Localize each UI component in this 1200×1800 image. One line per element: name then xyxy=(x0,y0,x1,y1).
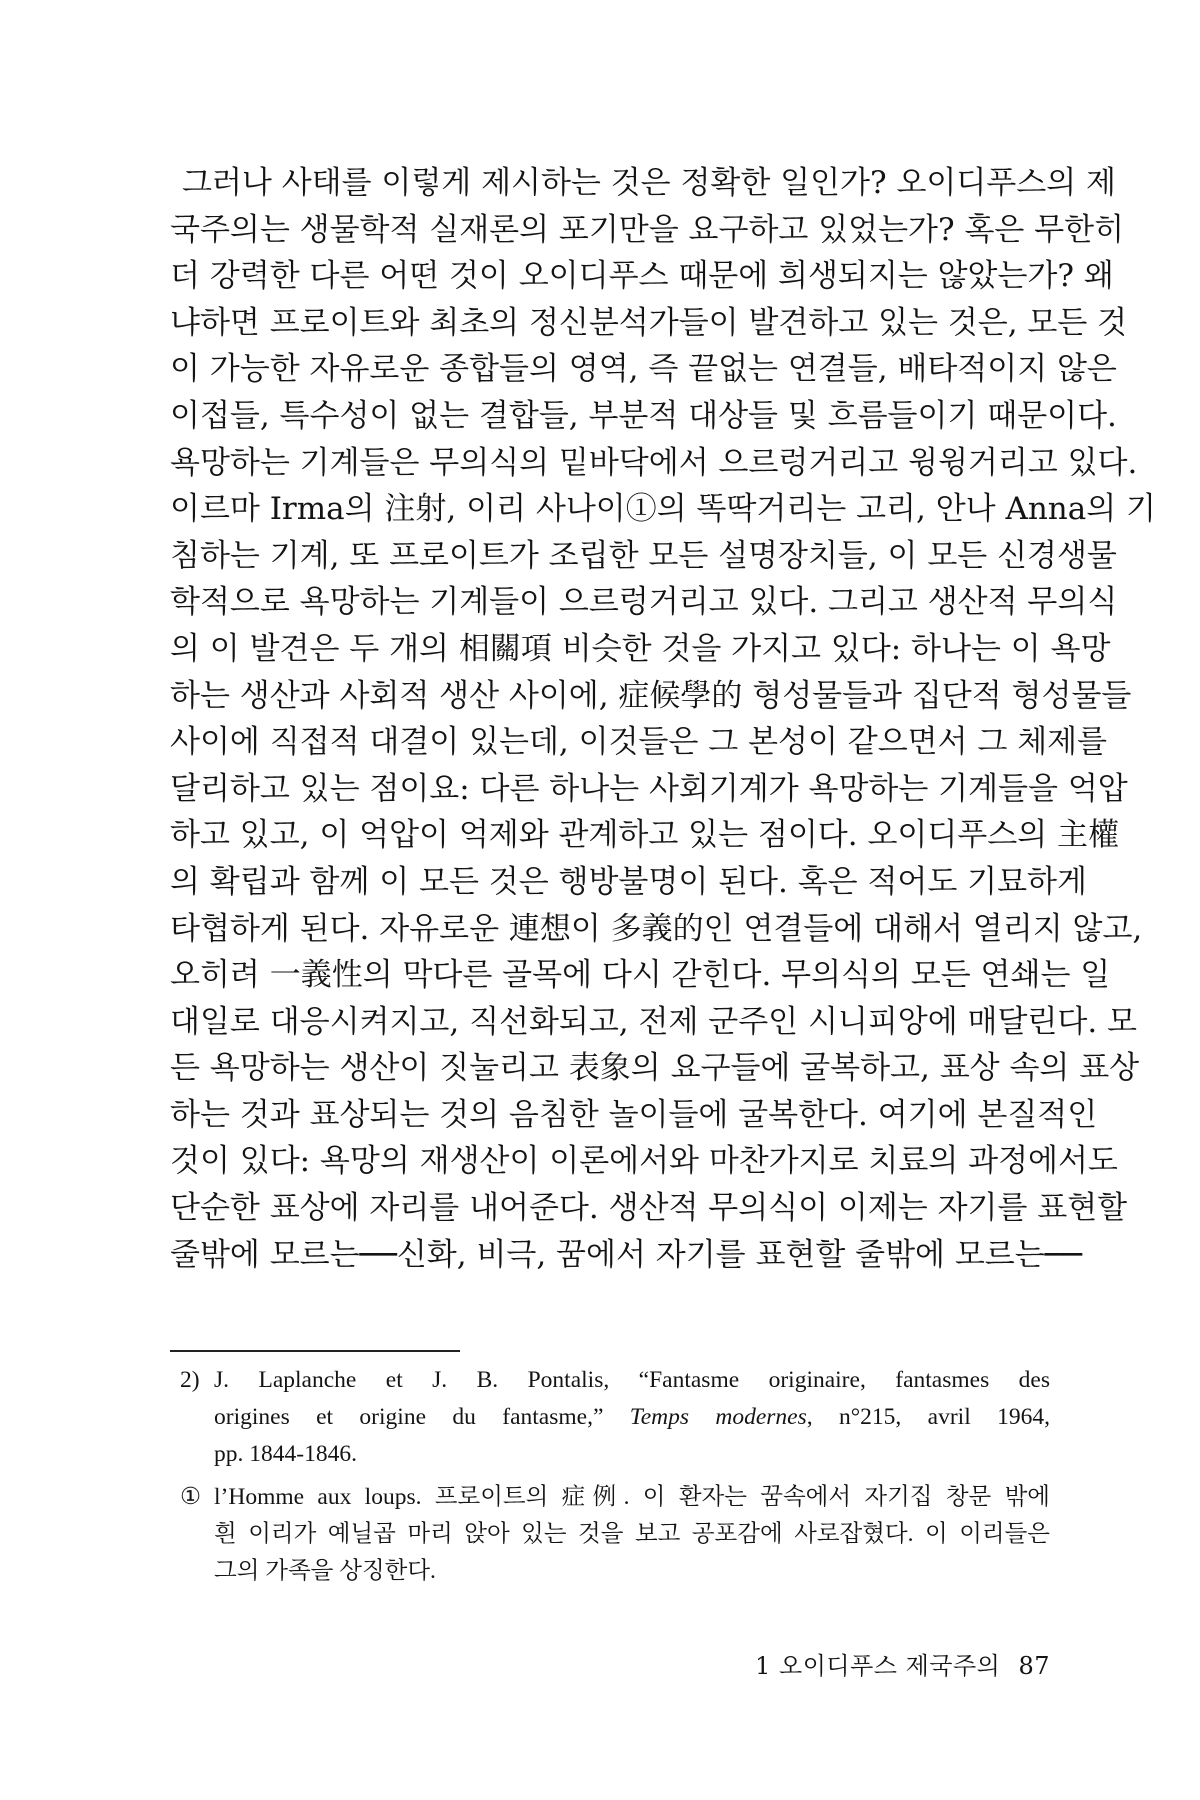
body-line: 달리하고 있는 점이요: 다른 하나는 사회기계가 욕망하는 기계들을 억압 xyxy=(170,770,1128,807)
footnote-marker: 2) xyxy=(180,1367,200,1393)
body-line: 학적으로 욕망하는 기계들이 으르렁거리고 있다. 그리고 생산적 무의식 xyxy=(170,584,1118,621)
body-line: 그러나 사태를 이렇게 제시하는 것은 정확한 일인가? 오이디푸스의 제 xyxy=(182,165,1116,201)
footnote-text xyxy=(214,1362,1050,1473)
footnote-text xyxy=(214,1479,1050,1590)
body-line: 오히려 一義性의 막다른 골목에 다시 갇힌다. 무의식의 모든 연쇄는 일 xyxy=(170,957,1111,994)
body-line: 이접들, 특수성이 없는 결합들, 부분적 대상들 및 흐름들이기 때문이다. xyxy=(170,397,1117,434)
body-line: 침하는 기계, 또 프로이트가 조립한 모든 설명장치들, 이 모든 신경생물 xyxy=(170,537,1117,574)
journal-title: Temps modernes xyxy=(629,1404,807,1430)
footnote-fragment: origines et origine du fantasme,” xyxy=(214,1404,630,1430)
body-line: 의 이 발견은 두 개의 相關項 비슷한 것을 가지고 있다: 하나는 이 욕망 xyxy=(170,630,1111,667)
body-line: 욕망하는 기계들은 무의식의 밑바닥에서 으르렁거리고 윙윙거리고 있다. xyxy=(170,444,1138,481)
body-line: 냐하면 프로이트와 최초의 정신분석가들이 발견하고 있는 것은, 모든 것 xyxy=(170,304,1128,341)
running-footer xyxy=(745,1646,1050,1681)
body-line: 든 욕망하는 생산이 짓눌리고 表象의 요구들에 굴복하고, 표상 속의 표상 xyxy=(170,1050,1140,1087)
body-line: 사이에 직접적 대결이 있는데, 이것들은 그 본성이 같으면서 그 체제를 xyxy=(170,724,1108,761)
body-line: 의 확립과 함께 이 모든 것은 행방불명이 된다. 혹은 적어도 기묘하게 xyxy=(170,863,1087,900)
body-line: 하는 생산과 사회적 생산 사이에, 症候學的 형성물들과 집단적 형성물들 xyxy=(170,677,1132,714)
body-line: 타협하게 된다. 자유로운 連想이 多義的인 연결들에 대해서 열리지 않고, xyxy=(170,910,1143,947)
footnote-divider xyxy=(170,1350,460,1352)
footnotes xyxy=(180,1362,1050,1596)
footnote-line: J. Laplanche et J. B. Pontalis, “Fantasme originaire, fantasmes des xyxy=(214,1367,1050,1393)
body-line: 이르마 Irma의 注射, 이리 사나이①의 똑딱거리는 고리, 안나 Anna의 기 xyxy=(170,491,1156,528)
body-paragraph xyxy=(170,160,1156,1278)
body-line: 것이 있다: 욕망의 재생산이 이론에서와 마찬가지로 치료의 과정에서도 xyxy=(170,1143,1118,1180)
body-line: 하는 것과 표상되는 것의 음침한 놀이들에 굴복한다. 여기에 본질적인 xyxy=(170,1096,1098,1133)
footnote-fragment: , n°215, avril 1964, xyxy=(806,1404,1050,1430)
footnote-marker: ① xyxy=(180,1484,202,1510)
body-line: 대일로 대응시켜지고, 직선화되고, 전제 군주인 시니피앙에 매달린다. 모 xyxy=(170,1003,1137,1040)
footnote-line: 그의 가족을 상징한다. xyxy=(214,1558,436,1584)
footnote-line: 흰 이리가 예닐곱 마리 앉아 있는 것을 보고 공포감에 사로잡혔다. 이 이리들은 xyxy=(214,1521,1050,1547)
footnote-line xyxy=(214,1399,1050,1436)
body-line: 더 강력한 다른 어떤 것이 오이디푸스 때문에 희생되지는 않았는가? 왜 xyxy=(170,258,1114,295)
footnote-line: pp. 1844-1846. xyxy=(214,1441,357,1467)
body-line: 줄밖에 모르는──신화, 비극, 꿈에서 자기를 표현할 줄밖에 모르는── xyxy=(170,1236,1082,1273)
body-line: 하고 있고, 이 억압이 억제와 관계하고 있는 점이다. 오이디푸스의 主權 xyxy=(170,817,1119,854)
body-line: 국주의는 생물학적 실재론의 포기만을 요구하고 있었는가? 혹은 무한히 xyxy=(170,211,1125,248)
chapter-title: 1 오이디푸스 제국주의 xyxy=(755,1652,1001,1680)
footnote-line: l’Homme aux loups. 프로이트의 症例. 이 환자는 꿈속에서 자기집 창문 밖에 xyxy=(214,1484,1050,1510)
footnote-2 xyxy=(180,1362,1050,1473)
page-number: 87 xyxy=(1018,1652,1050,1680)
body-line: 이 가능한 자유로운 종합들의 영역, 즉 끝없는 연결들, 배타적이지 않은 xyxy=(170,351,1117,388)
footnote-1 xyxy=(180,1479,1050,1590)
body-line: 단순한 표상에 자리를 내어준다. 생산적 무의식이 이제는 자기를 표현할 xyxy=(170,1190,1128,1227)
